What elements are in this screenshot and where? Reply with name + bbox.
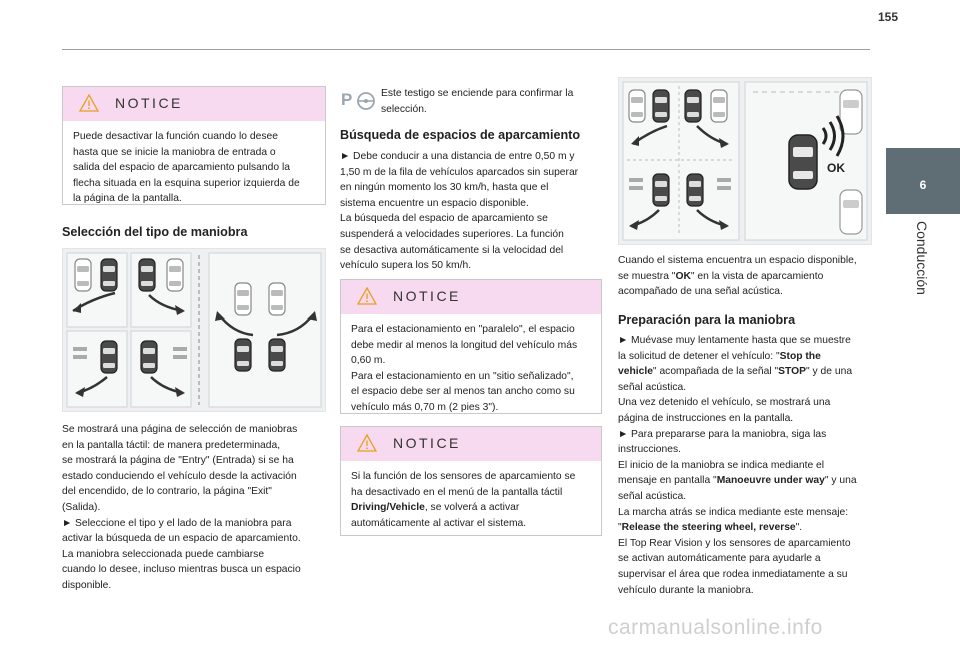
text-line: del encendido, de lo contrario, la página "Exit": [62, 486, 272, 498]
text-line: Una vez detenido el vehículo, se mostrará una: [618, 397, 831, 409]
chapter-number: 6: [919, 178, 927, 192]
notice-header: [63, 87, 325, 121]
text-line: hasta que se inicie la maniobra de entrada o: [73, 146, 276, 158]
text-line: vehículo más 0,70 m (2 pies 3").: [351, 401, 499, 413]
text-line: Cuando el sistema encuentra un espacio disponible,: [618, 255, 857, 266]
space-found-illustration: [619, 78, 871, 244]
svg-text:P: P: [341, 90, 353, 109]
menu-path-bold: Driving/Vehicle: [351, 502, 425, 514]
text-line: vehículo durante la maniobra.: [618, 584, 754, 596]
text-line: [351, 500, 591, 516]
text-line: El Top Rear Vision y los sensores de aparcamiento: [618, 537, 851, 549]
section-heading-space-search: Búsqueda de espacios de aparcamiento: [340, 128, 581, 142]
text-line: automáticamente al activar el sistema.: [351, 517, 527, 529]
indicator-text: [381, 86, 601, 117]
parking-steering-indicator-icon: [340, 88, 378, 110]
maneuver-selection-figure: [62, 248, 326, 412]
text-line: estado conduciendo el vehículo desde la activación: [62, 470, 297, 482]
text-fragment: " y de una: [806, 366, 853, 378]
text-line: (Salida).: [62, 501, 101, 513]
text-line: el espacio debe ser al menos tan ancho como su: [351, 386, 575, 398]
text-fragment: , se volverá a activar: [424, 502, 520, 514]
message-bold: Release the steering wheel, reverse: [621, 522, 796, 534]
text-fragment: la solicitud de detener el vehículo: ": [618, 350, 780, 362]
text-fragment: se muestra ": [618, 270, 676, 282]
header-rule: [62, 49, 870, 50]
text-line: La maniobra seleccionada puede cambiarse: [62, 548, 265, 560]
text-line: debe medir al menos la longitud del vehículo más: [351, 339, 578, 351]
text-line: Puede desactivar la función cuando lo desee: [73, 131, 278, 142]
chapter-label: Conducción: [914, 221, 930, 295]
notice-text: [341, 314, 601, 422]
space-search-text: [340, 149, 602, 274]
text-line: ► Debe conducir a una distancia de entre 0,50 m y: [340, 151, 575, 162]
text-line: se desactiva automáticamente si la velocidad del: [340, 244, 564, 256]
chapter-tab[interactable]: [886, 148, 960, 214]
text-line: [618, 269, 872, 285]
text-line: Se mostrará una página de selección de maniobras: [62, 424, 298, 435]
text-fragment: mensaje en pantalla ": [618, 475, 717, 487]
notice-box-2: [340, 279, 602, 414]
text-fragment: " y una: [824, 475, 857, 487]
text-fragment: ".: [795, 522, 803, 534]
text-line: activar la búsqueda de un espacio de aparcamiento.: [62, 533, 301, 545]
text-line: ha desactivado en el menú de la pantalla táctil: [351, 486, 563, 498]
text-line: 1,50 m de la fila de vehículos aparcados sin superar: [340, 166, 579, 178]
text-line: [618, 364, 872, 380]
text-line: 0,60 m.: [351, 355, 386, 367]
text-line: La marcha atrás se indica mediante este mensaje:: [618, 506, 849, 518]
text-line: Este testigo se enciende para confirmar la: [381, 88, 574, 99]
maneuver-type-text: [62, 422, 328, 594]
message-bold: Stop the: [779, 350, 821, 362]
text-line: ► Para prepararse para la maniobra, siga las: [618, 428, 827, 440]
text-line: ► Seleccione el tipo y el lado de la maniobra para: [62, 517, 292, 529]
text-line: acompañado de una señal acústica.: [618, 286, 783, 298]
text-fragment: " en la vista de aparcamiento: [690, 270, 824, 282]
notice-box-3: [340, 426, 602, 536]
text-line: en ningún momento los 30 km/h, hasta que el: [340, 182, 549, 194]
warning-icon: [357, 287, 377, 305]
notice-header: [341, 280, 601, 314]
text-line: Para el estacionamiento en "paralelo", el espacio: [351, 324, 575, 335]
text-line: selección.: [381, 103, 427, 115]
maneuver-selection-illustration: [63, 249, 325, 411]
notice-text: [341, 461, 601, 537]
text-line: se mostrará la página de "Entry" (Entrada) si se ha: [62, 455, 294, 467]
warning-icon: [79, 94, 99, 112]
message-bold: Manoeuvre under way: [716, 475, 825, 487]
message-bold: STOP: [778, 366, 807, 378]
text-line: Si la función de los sensores de aparcamiento se: [351, 471, 576, 482]
text-line: [618, 473, 872, 489]
text-line: [618, 349, 872, 365]
text-line: instrucciones.: [618, 444, 681, 456]
message-bold: vehicle: [618, 366, 653, 378]
text-line: cuando lo desee, incluso mientras busca un espacio: [62, 564, 301, 576]
text-line: vehículo supera los 50 km/h.: [340, 260, 472, 272]
notice-text: [63, 121, 325, 213]
text-line: se activan automáticamente para ayudarle a: [618, 553, 821, 565]
space-found-figure: [618, 77, 872, 245]
text-line: supervisar el área que rodea inmediatamente a su: [618, 568, 848, 580]
section-heading-preparation: Preparación para la maniobra: [618, 313, 796, 327]
text-line: flecha situada en la esquina superior izquierda de: [73, 177, 300, 189]
text-line: sistema encuentre un espacio disponible.: [340, 197, 529, 209]
text-line: ► Muévase muy lentamente hasta que se muestre: [618, 335, 851, 346]
text-line: Para el estacionamiento en un "sitio señalizado",: [351, 370, 574, 382]
space-found-text: [618, 253, 872, 300]
text-line: salida del espacio de aparcamiento pulsando la: [73, 162, 290, 174]
preparation-text: [618, 333, 872, 598]
text-fragment: ": [618, 522, 622, 534]
text-line: señal acústica.: [618, 490, 687, 502]
text-line: en la pantalla táctil: de manera predeterminada,: [62, 439, 281, 451]
text-line: señal acústica.: [618, 381, 687, 393]
text-line: La búsqueda del espacio de aparcamiento se: [340, 213, 548, 225]
page-number: 155: [878, 10, 899, 24]
watermark[interactable]: carmanualsonline.info: [608, 616, 823, 639]
text-line: [618, 520, 872, 536]
text-line: la página de la pantalla.: [73, 193, 182, 205]
notice-box-1: [62, 86, 326, 205]
text-line: suspenderá a velocidades superiores. La función: [340, 228, 564, 240]
notice-title: NOTICE: [393, 435, 461, 451]
text-fragment: " acompañada de la señal ": [652, 366, 779, 378]
notice-title: NOTICE: [115, 95, 183, 111]
text-line: El inicio de la maniobra se indica mediante el: [618, 459, 825, 471]
notice-title: NOTICE: [393, 288, 461, 304]
section-heading-maneuver-type: Selección del tipo de maniobra: [62, 225, 248, 239]
ok-label: OK: [827, 161, 845, 175]
ok-bold: OK: [675, 270, 691, 282]
notice-header: [341, 427, 601, 461]
warning-icon: [357, 434, 377, 452]
text-line: página de instrucciones en la pantalla.: [618, 412, 794, 424]
text-line: disponible.: [62, 579, 112, 591]
